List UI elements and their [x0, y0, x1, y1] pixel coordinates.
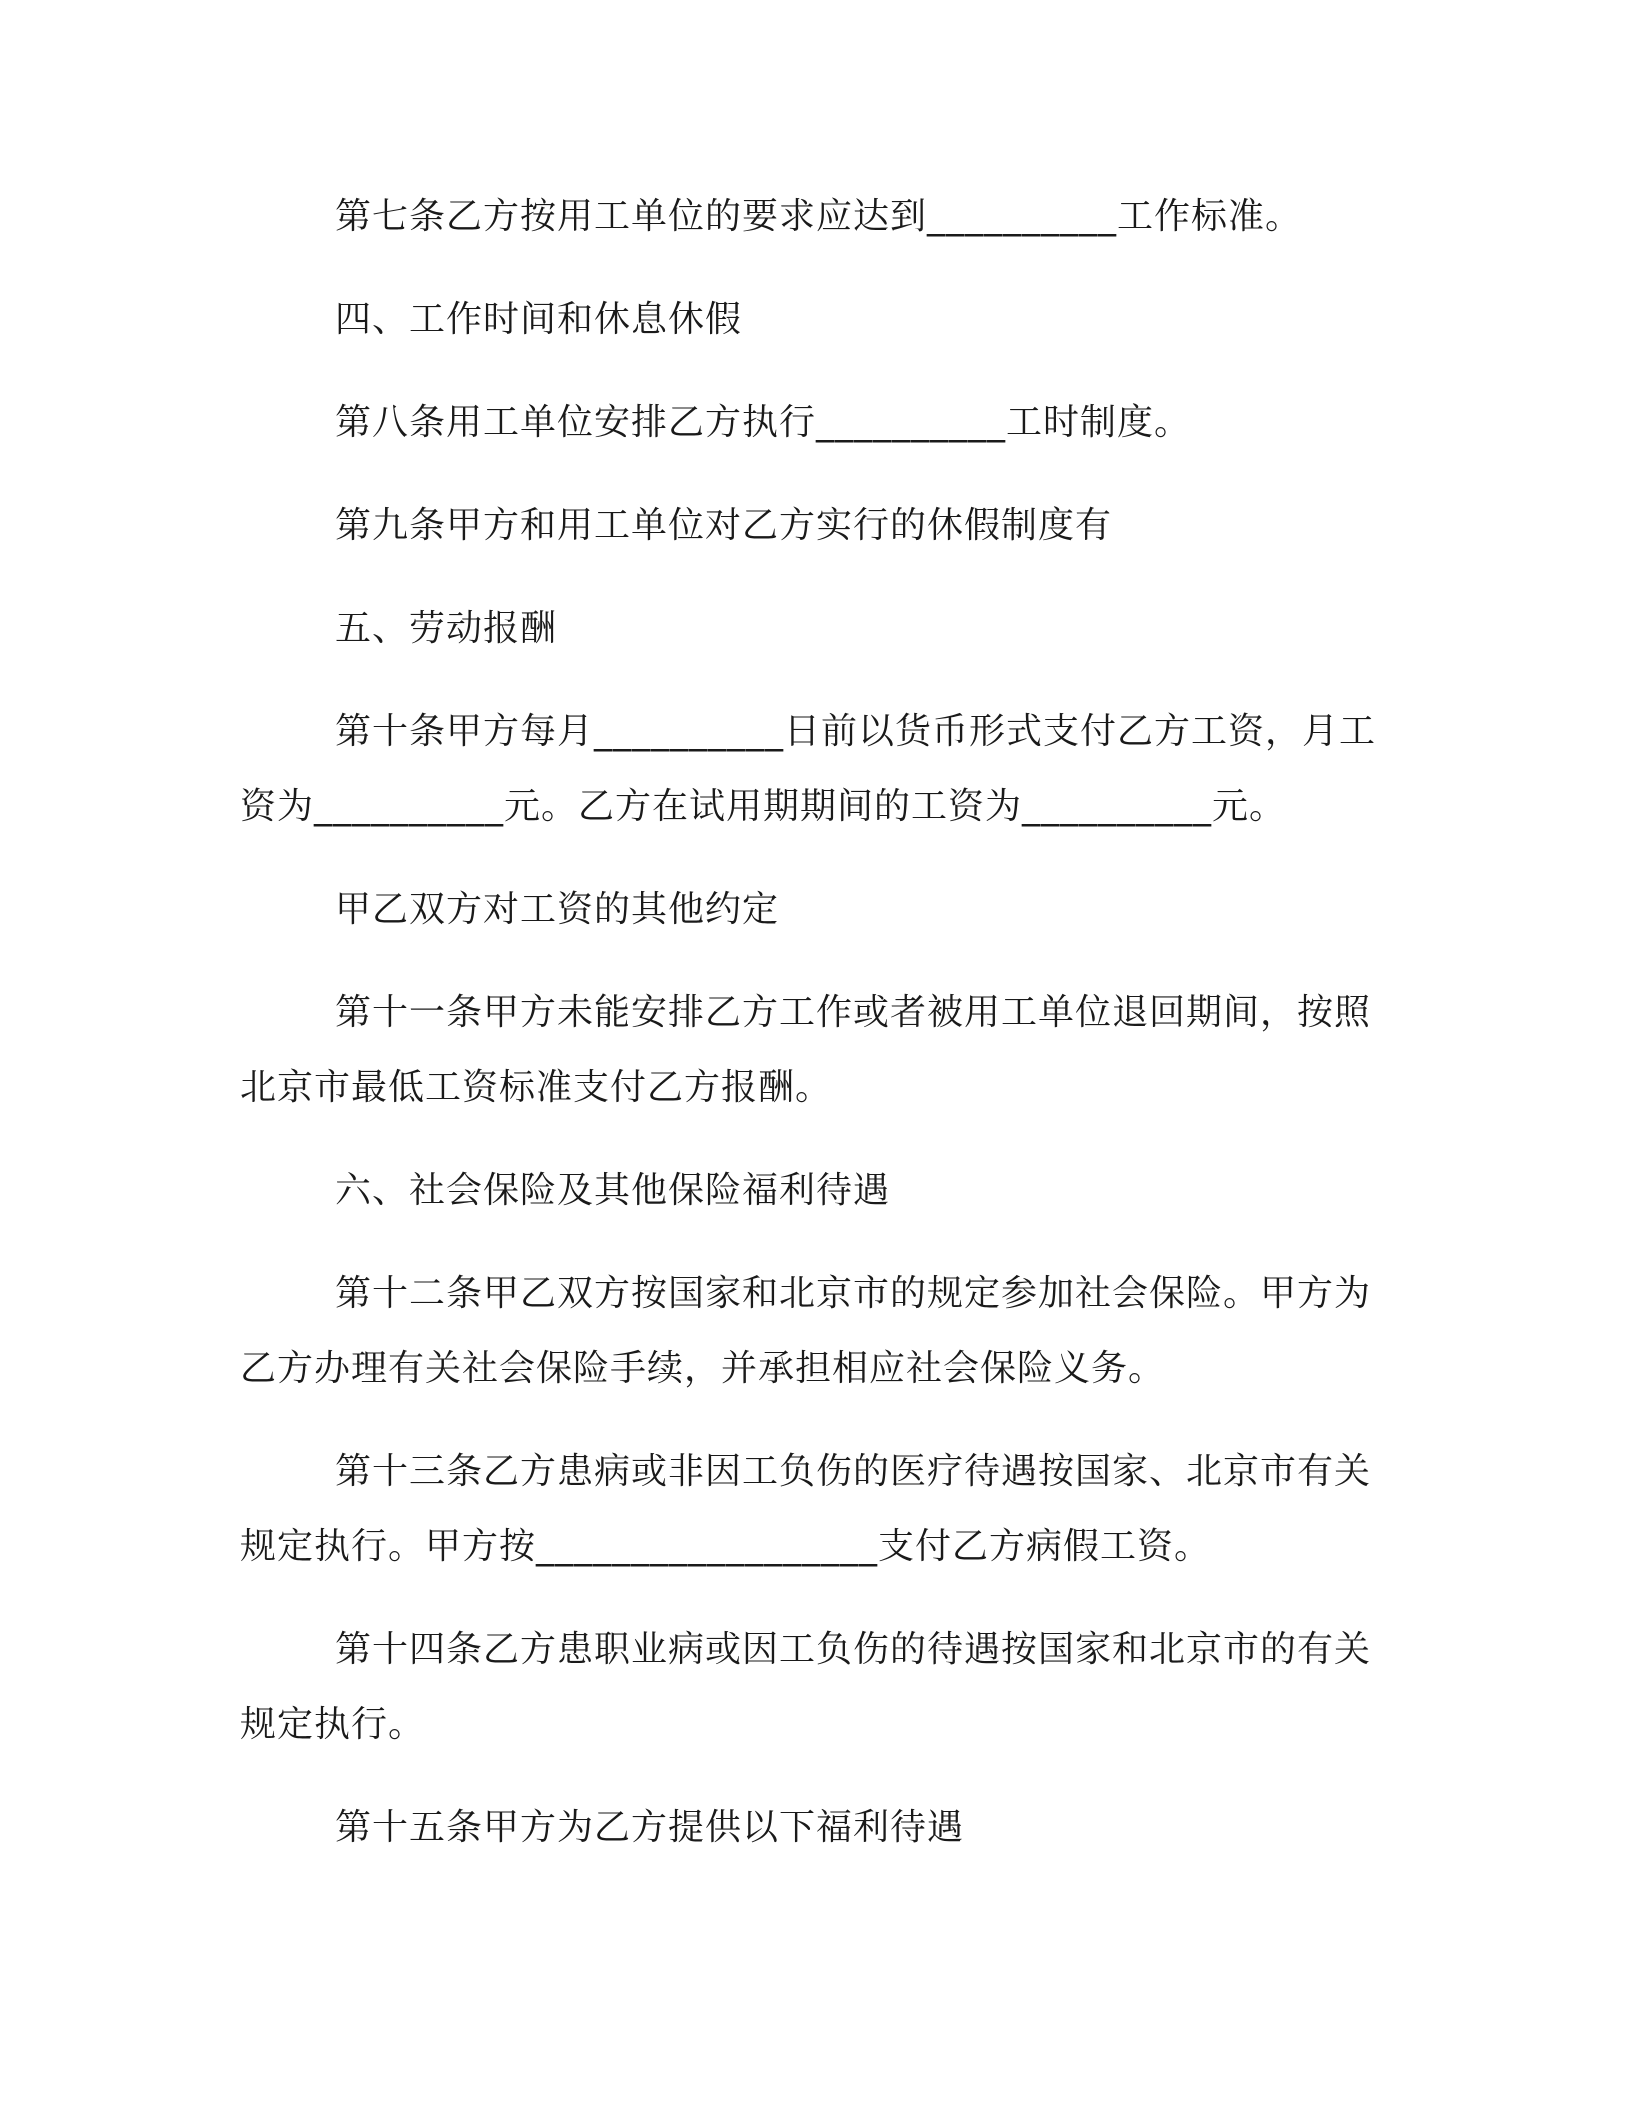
wage-other-agreement-line: 甲乙双方对工资的其他约定 — [335, 889, 780, 930]
article-12-line-2: 乙方办理有关社会保险手续，并承担相应社会保险义务。 — [240, 1348, 1166, 1389]
article-7-line: 第七条乙方按用工单位的要求应达到__________工作标准。 — [335, 196, 1303, 237]
article-13-line-2: 规定执行。甲方按__________________支付乙方病假工资。 — [240, 1526, 1212, 1567]
section-5-heading: 五、劳动报酬 — [335, 608, 558, 649]
article-12-line-1: 第十二条甲乙双方按国家和北京市的规定参加社会保险。甲方为 — [335, 1273, 1372, 1314]
article-10-line-2: 资为__________元。乙方在试用期期间的工资为__________元。 — [240, 786, 1287, 827]
article-11-line-2: 北京市最低工资标准支付乙方报酬。 — [240, 1067, 833, 1108]
article-10-line-1: 第十条甲方每月__________日前以货币形式支付乙方工资，月工 — [335, 711, 1377, 752]
article-9-line: 第九条甲方和用工单位对乙方实行的休假制度有 — [335, 505, 1113, 546]
article-14-line-2: 规定执行。 — [240, 1704, 426, 1745]
article-14-line-1: 第十四条乙方患职业病或因工负伤的待遇按国家和北京市的有关 — [335, 1629, 1372, 1670]
article-15-line: 第十五条甲方为乙方提供以下福利待遇 — [335, 1807, 965, 1848]
article-8-line: 第八条用工单位安排乙方执行__________工时制度。 — [335, 402, 1192, 443]
article-13-line-1: 第十三条乙方患病或非因工负伤的医疗待遇按国家、北京市有关 — [335, 1451, 1372, 1492]
section-4-heading: 四、工作时间和休息休假 — [335, 299, 743, 340]
article-11-line-1: 第十一条甲方未能安排乙方工作或者被用工单位退回期间，按照 — [335, 992, 1372, 1033]
section-6-heading: 六、社会保险及其他保险福利待遇 — [335, 1170, 891, 1211]
